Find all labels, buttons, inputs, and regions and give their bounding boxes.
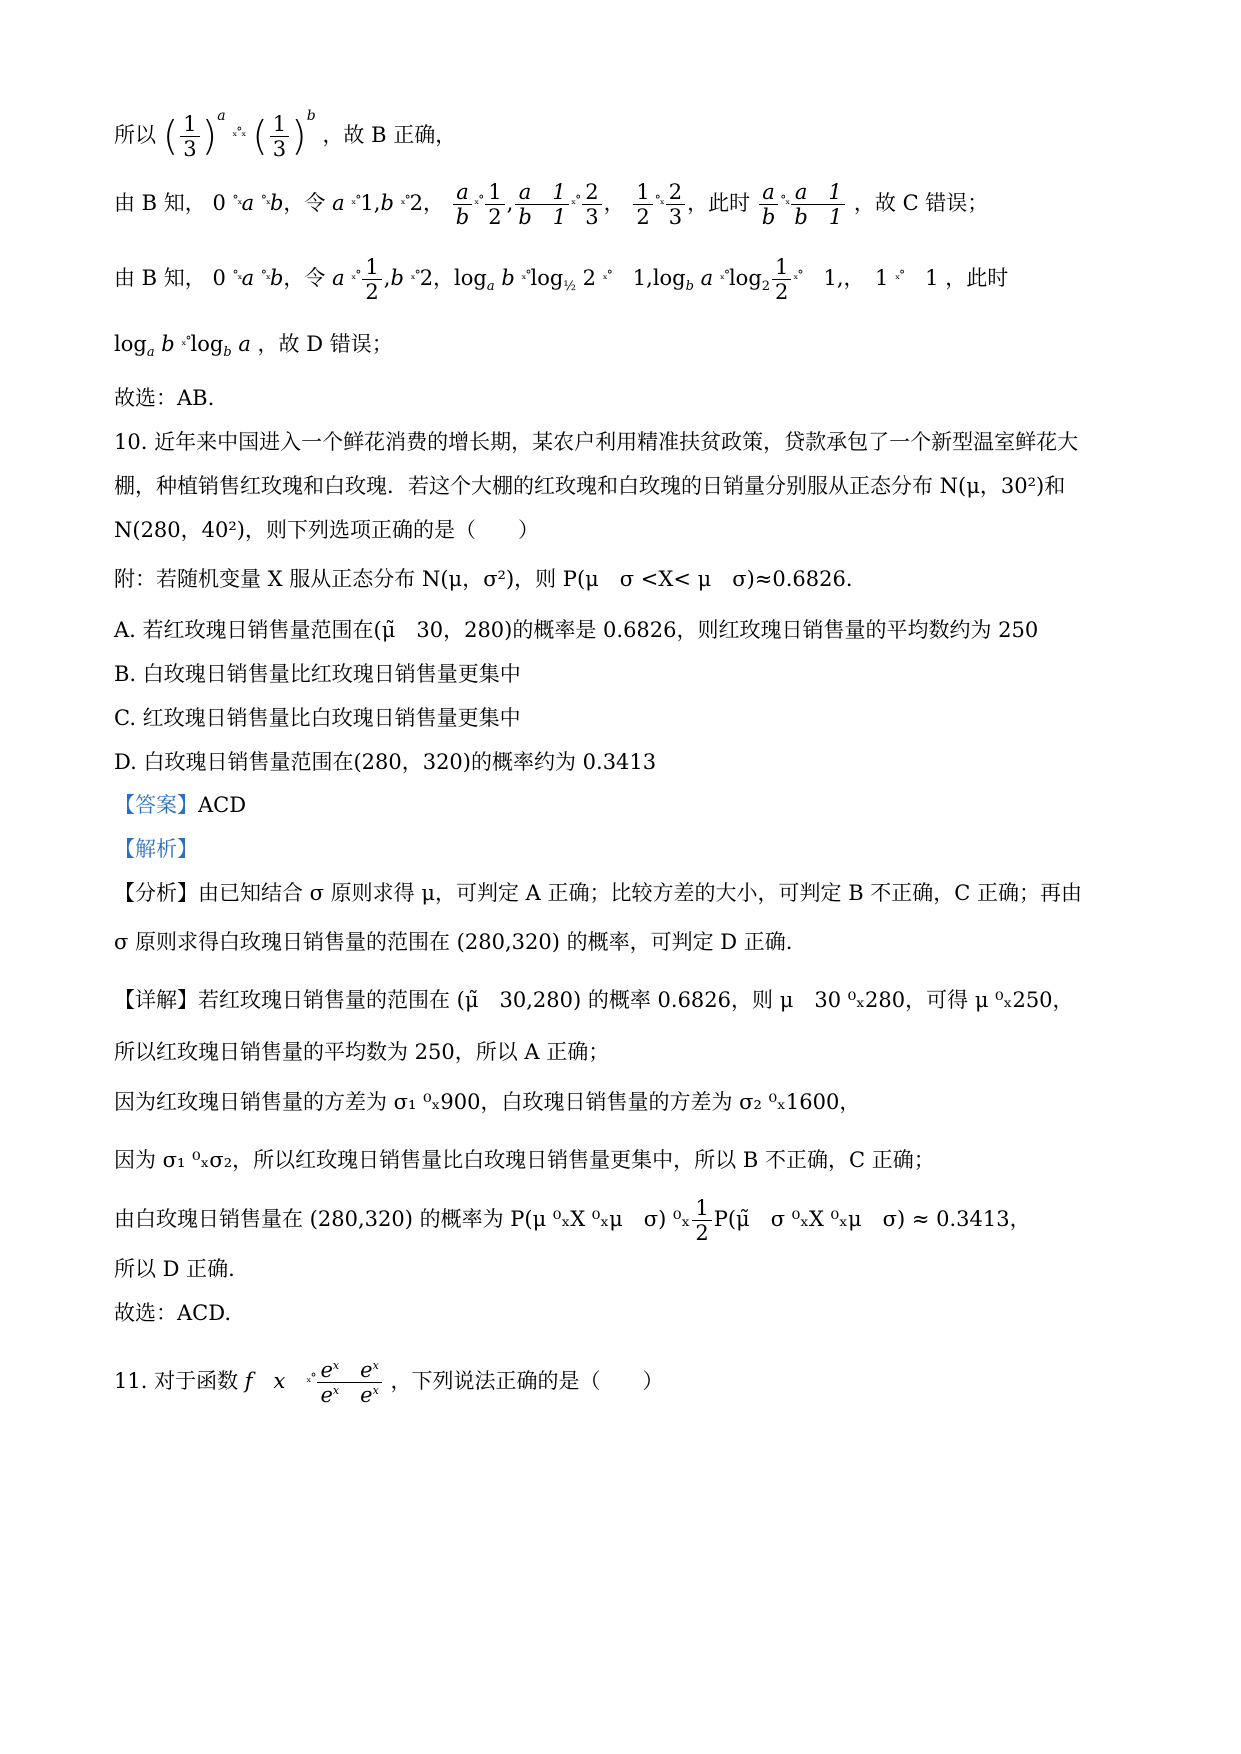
analysis-tag: 【解析】 — [114, 837, 198, 861]
question-10-line-3: N(280，40²)，则下列选项正确的是（ ） — [114, 518, 539, 542]
fraction-one-third: $\frac{1}{3}$ — [270, 112, 289, 161]
question-10-line-2: 棚，种植销售红玫瑰和白玫瑰．若这个大棚的红玫瑰和白玫瑰的日销量分别服从正态分布 N(μ，30²)和 — [114, 474, 1066, 498]
line-b-conclusion: 所以 ( $\frac{1}{3}$ )$^a$ $^{_x^\circ_x}$ ( $\frac{1}{3}$ )$^b$ ，故 B 正确， — [114, 108, 457, 161]
answer-value: ACD — [198, 793, 247, 817]
appendix-note: 附：若随机变量 X 服从正态分布 N(μ，σ²)，则 P(μ σ <X< μ σ)≈0.6826． — [114, 567, 867, 591]
option-d: D. 白玫瑰日销售量范围在(280，320)的概率约为 0.3413 — [114, 750, 657, 774]
detail-line-5: 由白玫瑰日销售量在 (280,320) 的概率为 P(μ ⁰ₓX ⁰ₓμ σ) ⁰ₓ $\frac{1}{2}$ P(μ̃ σ ⁰ₓX ⁰ₓμ σ) ≈ 0.3413， — [114, 1196, 1031, 1246]
question-11: 11. 对于函数 f x $^{_x^\circ}$ $\frac{e^x e^x}{e^x e^x}$ ，下列说法正确的是（ ） — [114, 1358, 664, 1408]
option-c: C. 红玫瑰日销售量比白玫瑰日销售量更集中 — [114, 706, 521, 730]
detail-line-7: 故选：ACD. — [114, 1301, 231, 1325]
detail-line-6: 所以 D 正确. — [114, 1257, 235, 1281]
line-log-compare: $\log_a b$ $^{_x^\circ}\log_b$ a ，故 D 错误； — [114, 332, 393, 360]
answer-tag: 【答案】 — [114, 793, 198, 817]
detail-line-1: 【详解】若红玫瑰日销售量的范围在 (μ̃ 30,280) 的概率 0.6826，则 μ 30 ⁰ₓ280，可得 μ ⁰ₓ250， — [114, 988, 1074, 1012]
question-10-line-1: 10. 近年来中国进入一个鲜花消费的增长期，某农户利用精准扶贫政策，贷款承包了一个新型温室鲜花大 — [114, 430, 1079, 454]
detail-line-4: 因为 σ₁ ⁰ₓσ₂，所以红玫瑰日销售量比白玫瑰日销售量更集中，所以 B 不正确，C 正确； — [114, 1148, 935, 1172]
option-b: B. 白玫瑰日销售量比红玫瑰日销售量更集中 — [114, 662, 521, 686]
option-a: A. 若红玫瑰日销售量范围在(μ̃ 30，280)的概率是 0.6826，则红玫瑰日销售量的平均数约为 250 — [114, 618, 1039, 642]
answer-line — [114, 793, 246, 818]
line-c-counterexample: 由 B 知， 0 $^{^\circ_x}$a $^{^\circ_x}$b，令 a $^{_x^\circ}$1,b $^{_x^\circ}$2， $\frac{a}{b}$ $^{_x^\circ}$ $\frac{1}{2}$ , $\frac{a 1}{b 1}$ $^{_x^\circ}$ $\frac{2}{3}$ ， $\frac{1}{2}$ $^{^\circ_x}$ $\frac{2}{3}$ ，此时 $\frac{a}{b}$ $^{^\circ_x}$ $\frac{a 1}{b 1}$ ，故 C 错误； — [114, 180, 989, 230]
analysis-line-2: σ 原则求得白玫瑰日销售量的范围在 (280,320) 的概率，可判定 D 正确. — [114, 930, 793, 954]
line-d-counterexample: 由 B 知， 0 $^{^\circ_x}$a $^{^\circ_x}$b，令 a $^{_x^\circ}$ $\frac{1}{2}$ ,b $^{_x^\circ}$2，$\log_a b$ $^{_x^\circ}\log_{\frac{1}{2}}$ 2 $^{_x^\circ}$ $1,\log_b$ a $^{_x^\circ}\log_2$ $\frac{1}{2}$ $^{_x^\circ}$ 1,， 1 $^{_x^\circ}$ 1 ，此时 — [114, 255, 1009, 305]
fraction-one-third: $\frac{1}{3}$ — [180, 112, 199, 161]
detail-line-2: 所以红玫瑰日销售量的平均数为 250，所以 A 正确； — [114, 1040, 610, 1064]
detail-line-3: 因为红玫瑰日销售量的方差为 σ₁ ⁰ₓ900，白玫瑰日销售量的方差为 σ₂ ⁰ₓ1600， — [114, 1090, 861, 1114]
analysis-line-1: 【分析】由已知结合 σ 原则求得 μ，可判定 A 正确；比较方差的大小，可判定 B 不正确，C 正确；再由 — [114, 881, 1083, 905]
answer-select-ab: 故选：AB. — [114, 386, 215, 410]
